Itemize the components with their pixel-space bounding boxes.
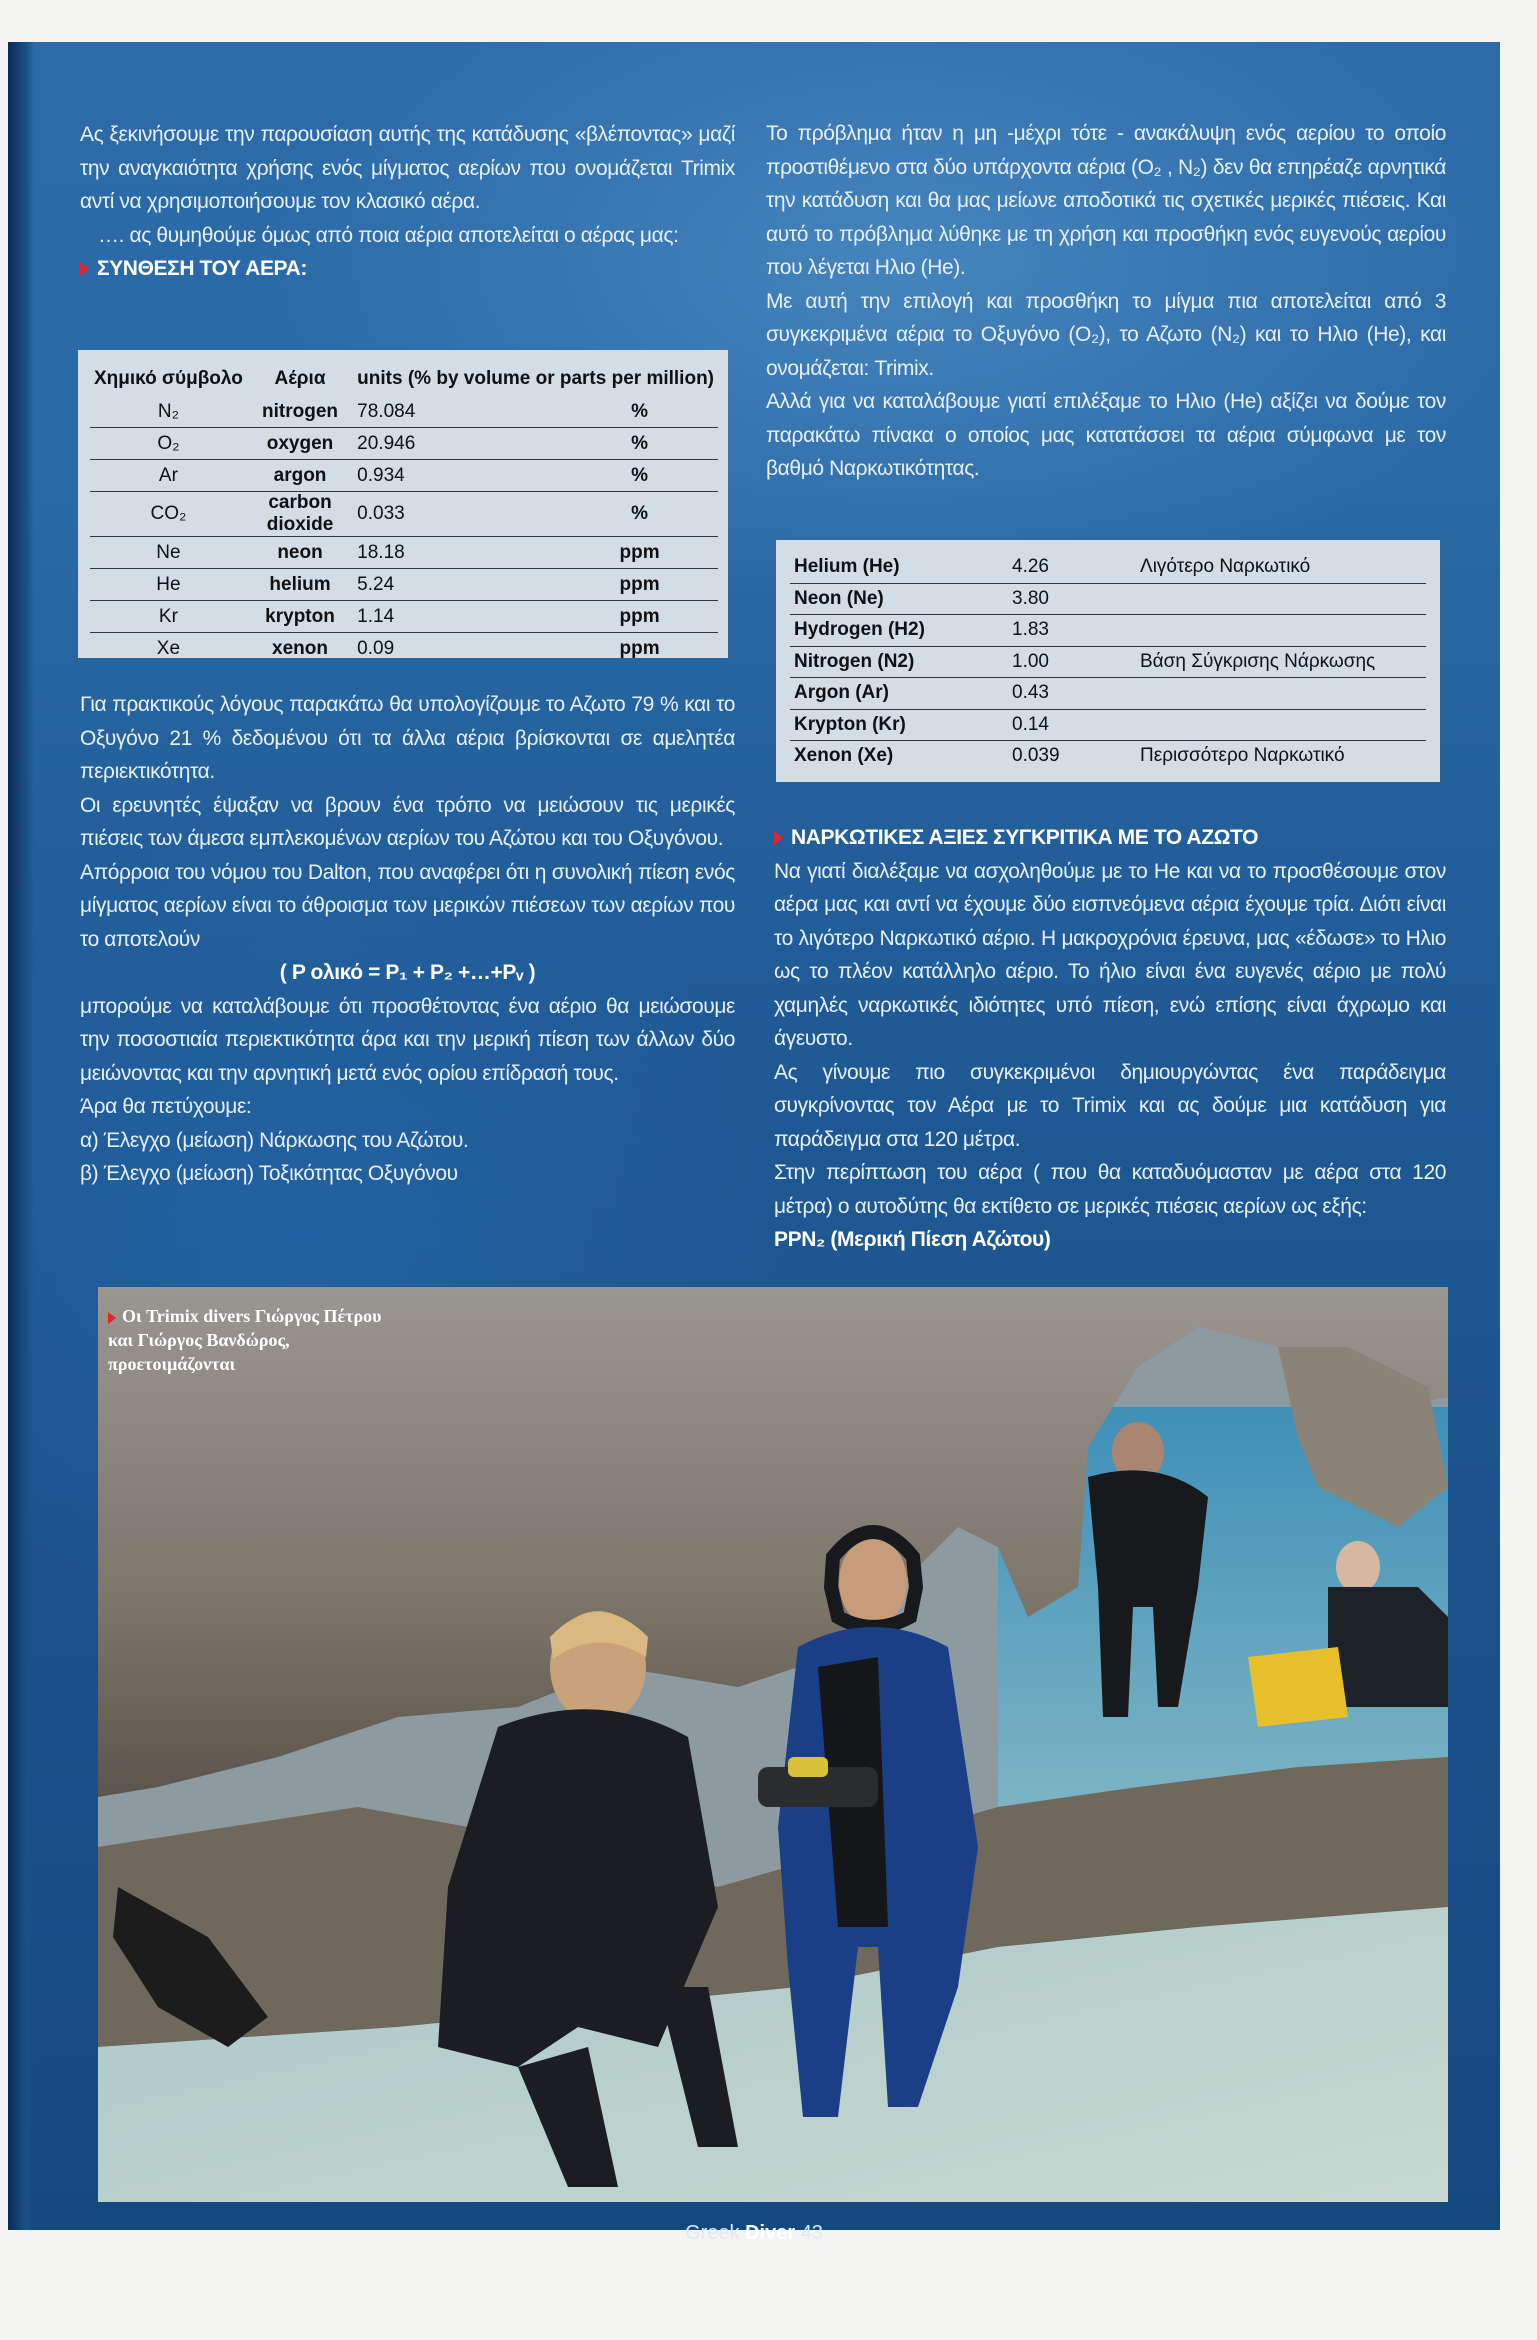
note-cell xyxy=(1136,709,1426,741)
researchers-paragraph: Οι ερευνητές έψαξαν να βρουν ένα τρόπο να μειώσουν τις μερικές πιέσεις των άμεσα εμπλεκομένων αερίων του Αζώτου και του Οξυγόνου. xyxy=(80,793,735,850)
magazine-page xyxy=(8,42,1500,2244)
example-paragraph: Ας γίνουμε πιο συγκεκριμένοι δημιουργώντας ένα παράδειγμα συγκρίνοντας τον Αέρα με το Trimix και ας δούμε μια κατάδυση για παράδειγμα στα 120 μέτρα. xyxy=(774,1060,1446,1151)
column-header-gas: Αέρια xyxy=(274,368,326,389)
gas-cell: Neon (Ne) xyxy=(790,583,1008,615)
air-composition-table xyxy=(78,350,728,658)
column-header-units: units (% by volume or parts per million) xyxy=(357,368,714,389)
dalton-paragraph: Απόρροια του νόμου του Dalton, που αναφέρει ότι η συνολική πίεση ενός μίγματος αερίων είναι το άθροισμα των μερικών πιέσεων των αερίων που το αποτελούν xyxy=(80,860,735,951)
page-binding-shadow xyxy=(8,42,34,2230)
gas-cell: argon xyxy=(247,460,353,492)
symbol-cell: Ar xyxy=(90,460,247,492)
value-cell: 0.09 xyxy=(357,637,395,659)
table-row xyxy=(90,460,718,492)
symbol-cell: Kr xyxy=(90,601,247,633)
intro-reminder: …. ας θυμηθούμε όμως από ποια αέρια αποτελείται ο αέρας μας: xyxy=(98,223,679,247)
symbol-cell: CO₂ xyxy=(90,492,247,537)
air-case-paragraph: Στην περίπτωση του αέρα ( που θα καταδυόμασταν με αέρα στα 120 μέτρα) ο αυτοδύτης θα εκτίθετο σε μερικές πιέσεις αερίων ως εξής: xyxy=(774,1161,1446,1218)
goal-a: α) Έλεγχο (μείωση) Νάρκωσης του Αζώτου. xyxy=(80,1128,469,1152)
why-helium-paragraph: Να γιατί διαλέξαμε να ασχοληθούμε με το He και να το προσθέσουμε στον αέρα μας και αντί να έχουμε δύο εισπνεόμενα αέρια έχουμε τρία. Διότι είναι το λιγότερο Ναρκωτικό αέριο. Η μακροχρόνια έρευνα, μας «έδωσε» το Ηλιο ως το πλέον κατάλληλο αέριο. Το ήλιο είναι ένα ευγενές αέριο με πολύ χαμηλές ναρκωτικές ιδιότητες υπό πίεση, ενώ επίσης είναι άχρωμο και άγευστο. xyxy=(774,859,1446,1050)
magazine-name-bold: Diver xyxy=(745,2222,796,2244)
table-row xyxy=(790,583,1426,615)
right-column-narcotic-values xyxy=(774,821,1446,1257)
value-cell: 5.24 xyxy=(353,569,561,601)
gas-cell: helium xyxy=(247,569,353,601)
note-cell xyxy=(1136,583,1426,615)
symbol-cell: Ne xyxy=(90,537,247,569)
gas-cell: Xenon (Xe) xyxy=(794,745,894,767)
unit-cell: % xyxy=(561,460,718,492)
value-cell: 1.00 xyxy=(1008,646,1136,678)
gas-cell: xenon xyxy=(272,637,328,659)
note-cell xyxy=(1136,678,1426,710)
table-row xyxy=(90,537,718,569)
page-footer xyxy=(8,2222,1500,2245)
unit-cell: % xyxy=(561,492,718,537)
value-cell: 0.14 xyxy=(1008,709,1136,741)
trimix-paragraph: Με αυτή την επιλογή και προσθήκη το μίγμα πια αποτελείται από 3 συγκεκριμένα αέρια το Οξυγόνο (O₂), το Αζωτο (N₂) και το Ηλιο (He), και ονομάζεται: Trimix. xyxy=(766,289,1446,380)
table-header-row xyxy=(90,362,718,396)
gas-cell: neon xyxy=(247,537,353,569)
goals-intro: Άρα θα πετύχουμε: xyxy=(80,1095,252,1118)
approximation-paragraph: Για πρακτικούς λόγους παρακάτω θα υπολογίζουμε το Αζωτο 79 % και το Οξυγόνο 21 % δεδομένου ότι τα άλλα αέρια βρίσκονται σε αμελητέα περιεκτικότητα. xyxy=(80,693,735,783)
value-cell: 1.14 xyxy=(353,601,561,633)
table-row xyxy=(90,633,718,665)
value-cell: 0.43 xyxy=(1008,678,1136,710)
problem-paragraph: Το πρόβλημα ήταν η μη -μέχρι τότε - ανακάλυψη ενός αερίου το οποίο προστιθέμενο στα δύο υπάρχοντα αέρια (O₂ , N₂) δεν θα επηρέαζε αρνητικά την κατάδυση και θα μας μείωνε αποδοτικά τις σχετικές μερικές πιέσεις. Και αυτό το πρόβλημα λύθηκε με τη χρήση και προσθήκη ενός ευγενούς αερίου που λέγεται Ηλιο (He). xyxy=(766,122,1446,279)
right-column-helium xyxy=(766,117,1446,486)
left-column-intro xyxy=(80,118,735,286)
table-row xyxy=(790,615,1426,647)
red-bullet-icon xyxy=(80,262,89,276)
value-cell: 0.033 xyxy=(353,492,561,537)
narcosis-intro-paragraph: Αλλά για να καταλάβουμε γιατί επιλέξαμε το Ηλιο (He) αξίζει να δούμε τον παρακάτω πίνακα ο οποίος μας κατατάσσει τα αέρια σύμφωνα με τον βαθμό Ναρκωτικότητας. xyxy=(766,390,1446,480)
note-cell: Περισσότερο Ναρκωτικό xyxy=(1140,745,1345,767)
divers-scene-illustration xyxy=(98,1287,1448,2202)
unit-cell: ppm xyxy=(561,537,718,569)
value-cell: 3.80 xyxy=(1008,583,1136,615)
gas-cell: Argon (Ar) xyxy=(790,678,1008,710)
gas-cell: oxygen xyxy=(247,428,353,460)
dalton-formula: ( P ολικό = P₁ + P₂ +…+Pᵥ ) xyxy=(279,961,536,984)
value-cell: 1.83 xyxy=(1008,615,1136,647)
unit-cell: ppm xyxy=(561,601,718,633)
gas-cell: Hydrogen (H2) xyxy=(790,615,1008,647)
gas-cell: nitrogen xyxy=(247,396,353,428)
narcotic-potency-table xyxy=(776,540,1440,782)
gas-cell: krypton xyxy=(247,601,353,633)
unit-cell: % xyxy=(561,396,718,428)
unit-cell: % xyxy=(561,428,718,460)
unit-cell: ppm xyxy=(619,637,660,659)
ppn2-label: PPN₂ (Μερική Πίεση Αζώτου) xyxy=(774,1228,1051,1251)
air-composition-heading: ΣΥΝΘΕΣΗ ΤΟΥ ΑΕΡΑ: xyxy=(80,252,735,286)
red-bullet-icon xyxy=(774,831,783,845)
symbol-cell: He xyxy=(90,569,247,601)
note-cell xyxy=(1136,615,1426,647)
narcotic-values-heading: ΝΑΡΚΩΤΙΚΕΣ ΑΞΙΕΣ ΣΥΓΚΡΙΤΙΚΑ ΜΕ ΤΟ ΑΖΩΤΟ xyxy=(774,821,1446,855)
table-row xyxy=(90,428,718,460)
gas-cell: Nitrogen (N2) xyxy=(790,646,1008,678)
note-cell: Λιγότερο Ναρκωτικό xyxy=(1136,552,1426,583)
table-row xyxy=(90,396,718,428)
red-bullet-icon xyxy=(108,1312,116,1324)
unit-cell: ppm xyxy=(561,569,718,601)
photo-caption: Οι Trimix divers Γιώργος Πέτρου και Γιώργος Βανδώρος, προετοιμάζονται xyxy=(108,1306,382,1374)
table-row xyxy=(790,741,1426,772)
table-row xyxy=(90,601,718,633)
magazine-name-light: Greek xyxy=(685,2222,740,2244)
partial-pressure-paragraph: μπορούμε να καταλάβουμε ότι προσθέτοντας ένα αέριο θα μειώσουμε την ποσοστιαία περιεκτικότητα άρα και την μερική πίεση των άλλων δύο μειώνοντας και την αρνητική μετά ενός ορίου επίδρασή τους. xyxy=(80,994,735,1085)
value-cell: 0.934 xyxy=(353,460,561,492)
value-cell: 4.26 xyxy=(1008,552,1136,583)
symbol-cell: O₂ xyxy=(90,428,247,460)
table-row xyxy=(90,569,718,601)
value-cell: 20.946 xyxy=(353,428,561,460)
symbol-cell: N₂ xyxy=(90,396,247,428)
gas-cell: carbon dioxide xyxy=(247,492,353,537)
table-row xyxy=(790,678,1426,710)
divers-photo xyxy=(98,1287,1448,2202)
value-cell: 18.18 xyxy=(353,537,561,569)
column-header-symbol: Χημικό σύμβολο xyxy=(94,368,243,389)
note-cell: Βάση Σύγκρισης Νάρκωσης xyxy=(1136,646,1426,678)
table-row xyxy=(790,646,1426,678)
intro-paragraph: Ας ξεκινήσουμε την παρουσίαση αυτής της κατάδυσης «βλέποντας» μαζί την αναγκαιότητα χρήσης ενός μίγματος αερίων που ονομάζεται Trimix αντί να χρησιμοποιήσουμε τον κλασικό αέρα. xyxy=(80,123,735,213)
table-row xyxy=(790,552,1426,583)
table-row xyxy=(790,709,1426,741)
value-cell: 78.084 xyxy=(353,396,561,428)
symbol-cell: Xe xyxy=(156,637,181,659)
left-column-dalton xyxy=(80,688,735,1191)
table-row xyxy=(90,492,718,537)
gas-cell: Krypton (Kr) xyxy=(790,709,1008,741)
page-number: 43 xyxy=(800,2222,823,2244)
gas-cell: Helium (He) xyxy=(790,552,1008,583)
goal-b: β) Έλεγχο (μείωση) Τοξικότητας Οξυγόνου xyxy=(80,1162,458,1185)
value-cell: 0.039 xyxy=(1012,745,1060,767)
